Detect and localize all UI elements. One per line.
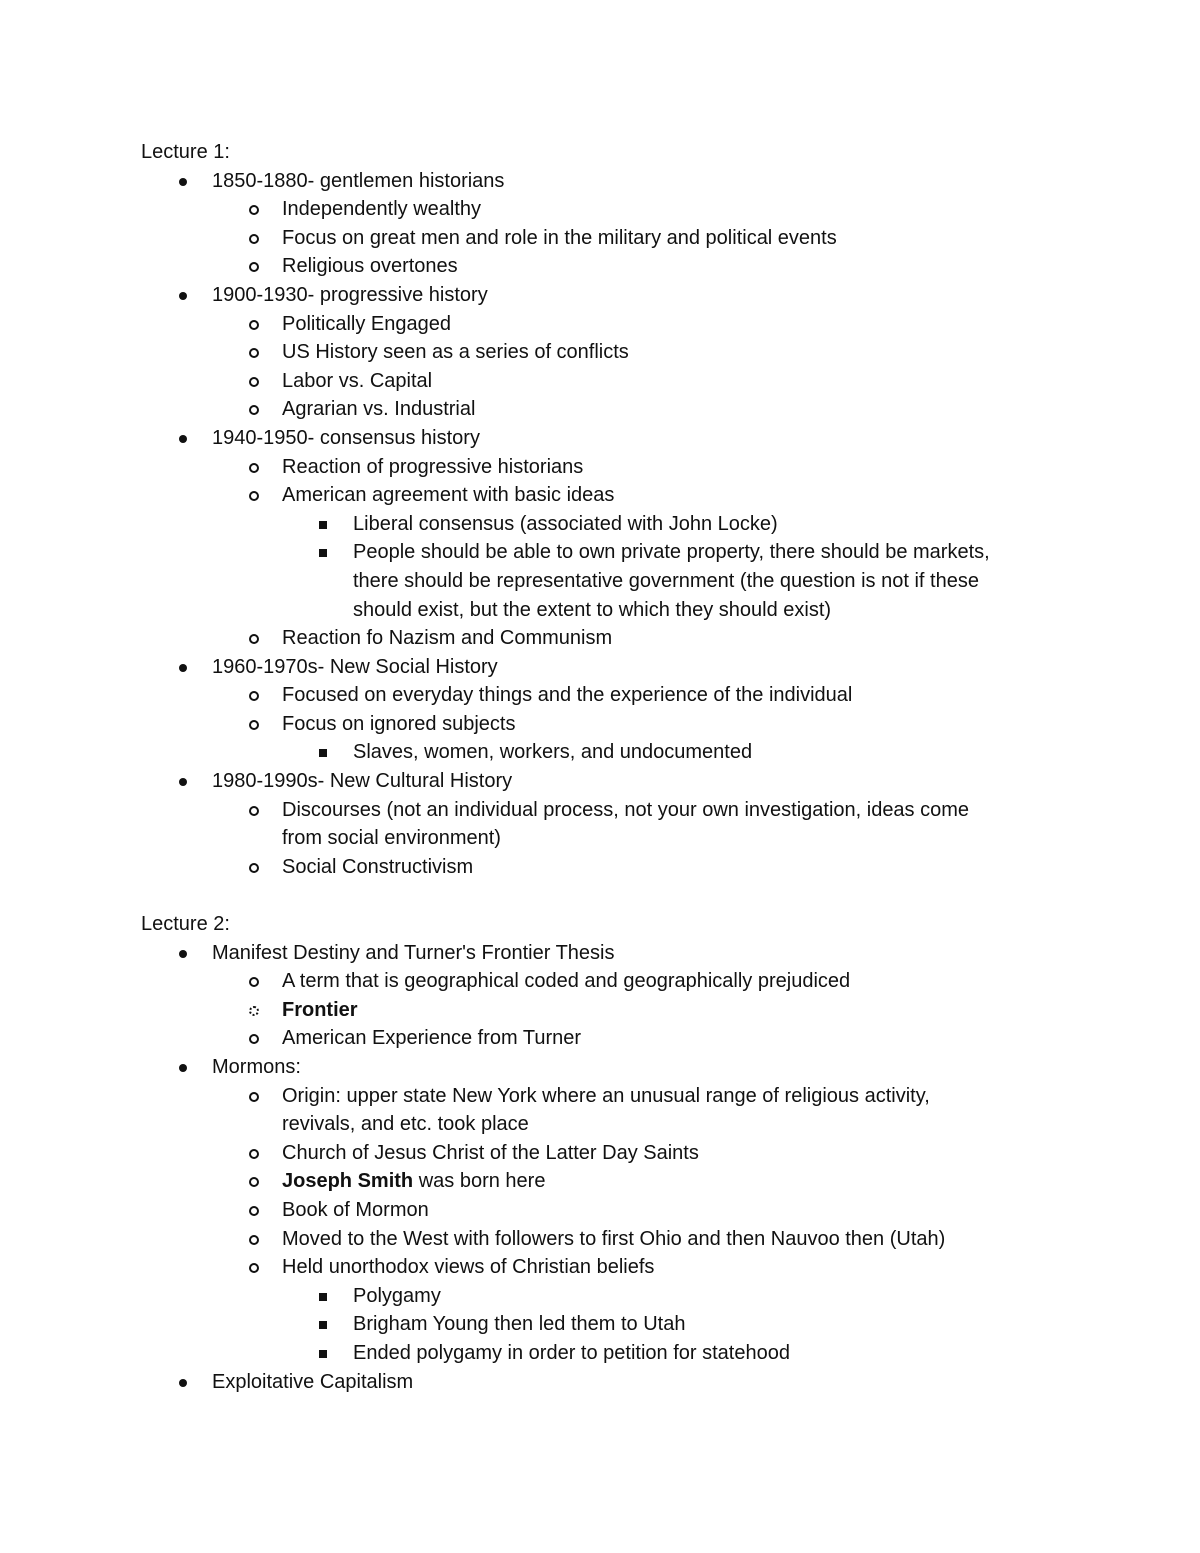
lecture-2-heading: Lecture 2:: [141, 913, 230, 936]
hollow-bullet-icon: [249, 1263, 259, 1273]
filled-bullet-icon: [179, 292, 187, 300]
sub-bullet-item: [0, 624, 1200, 653]
bullet-text: there should be representative government (the question is not if these: [353, 569, 979, 592]
bullet-text: Social Constructivism: [282, 855, 474, 878]
bullet-item: [0, 167, 1200, 196]
hollow-bullet-icon: [249, 863, 259, 873]
hollow-bullet-icon: [249, 1034, 259, 1044]
bullet-text: revivals, and etc. took place: [282, 1113, 529, 1136]
sub-sub-bullet-item: [0, 1339, 1200, 1368]
sub-sub-bullet-item: [0, 510, 1200, 539]
bullet-text: from social environment): [282, 827, 501, 850]
sub-bullet-item: [0, 481, 1200, 510]
bullet-text: was born here: [413, 1170, 546, 1193]
sub-sub-bullet-item: [0, 538, 1200, 567]
bullet-text: Reaction fo Nazism and Communism: [282, 627, 613, 650]
sub-bullet-item: [0, 224, 1200, 253]
square-bullet-icon: [319, 521, 327, 529]
hollow-bullet-icon: [249, 806, 259, 816]
bullet-continuation: [0, 1110, 1200, 1139]
sub-bullet-item: [0, 252, 1200, 281]
sub-bullet-item: [0, 310, 1200, 339]
hollow-bullet-icon: [249, 205, 259, 215]
hollow-bullet-icon: [249, 691, 259, 701]
bullet-text: Labor vs. Capital: [282, 369, 433, 392]
bullet-text: 1900-1930- progressive history: [212, 283, 488, 306]
square-bullet-icon: [319, 1293, 327, 1301]
sub-bullet-item: [0, 367, 1200, 396]
bullet-text: Origin: upper state New York where an unusual range of religious activity,: [282, 1084, 930, 1107]
sub-bullet-item: [0, 1024, 1200, 1053]
hollow-bullet-icon: [249, 634, 259, 644]
sub-bullet-item: [0, 853, 1200, 882]
sub-sub-bullet-item: [0, 1282, 1200, 1311]
hollow-bullet-icon: [249, 1149, 259, 1159]
hollow-bullet-icon: [249, 720, 259, 730]
filled-bullet-icon: [179, 1379, 187, 1387]
hollow-bullet-icon: [249, 491, 259, 501]
bold-bullet-text: Frontier: [282, 998, 358, 1021]
bullet-text: A term that is geographical coded and geographically prejudiced: [282, 970, 851, 993]
bullet-text: Reaction of progressive historians: [282, 455, 584, 478]
hollow-bullet-icon: [249, 1092, 259, 1102]
bullet-text: Independently wealthy: [282, 198, 482, 221]
bullet-text: 1850-1880- gentlemen historians: [212, 169, 505, 192]
hollow-bullet-icon: [249, 1206, 259, 1216]
hollow-bullet-icon: [249, 463, 259, 473]
bullet-text: Focused on everyday things and the experience of the individual: [282, 684, 853, 707]
bullet-text: US History seen as a series of conflicts: [282, 341, 629, 364]
sub-bullet-item: [0, 195, 1200, 224]
bullet-text: Discourses (not an individual process, not your own investigation, ideas come: [282, 798, 970, 821]
bullet-text: American Experience from Turner: [282, 1027, 582, 1050]
bullet-item: [0, 653, 1200, 682]
bullet-text: 1960-1970s- New Social History: [212, 655, 498, 678]
square-bullet-icon: [319, 1350, 327, 1358]
bullet-text: Focus on ignored subjects: [282, 712, 516, 735]
sub-bullet-item: [0, 681, 1200, 710]
bullet-text: Politically Engaged: [282, 312, 451, 335]
sub-bullet-item: [0, 710, 1200, 739]
dotted-bullet-icon: [249, 1006, 259, 1016]
bullet-text: 1940-1950- consensus history: [212, 426, 480, 449]
filled-bullet-icon: [179, 778, 187, 786]
filled-bullet-icon: [179, 950, 187, 958]
sub-sub-bullet-item: [0, 1310, 1200, 1339]
sub-sub-bullet-item: [0, 738, 1200, 767]
bullet-text: American agreement with basic ideas: [282, 484, 615, 507]
bold-bullet-text: Joseph Smith: [282, 1170, 414, 1193]
filled-bullet-icon: [179, 435, 187, 443]
sub-bullet-item: [0, 1253, 1200, 1282]
square-bullet-icon: [319, 749, 327, 757]
sub-bullet-item: [0, 338, 1200, 367]
lecture-1-heading: Lecture 1:: [141, 141, 230, 163]
sub-bullet-item: [0, 1139, 1200, 1168]
hollow-bullet-icon: [249, 234, 259, 244]
bullet-text: 1980-1990s- New Cultural History: [212, 770, 513, 793]
bullet-text: Agrarian vs. Industrial: [282, 398, 476, 421]
bullet-text: Mormons:: [212, 1056, 301, 1078]
sub-bullet-item: [0, 1082, 1200, 1111]
bullet-text: Manifest Destiny and Turner's Frontier Thesis: [212, 941, 615, 964]
document-page: [0, 138, 1200, 1396]
hollow-bullet-icon: [249, 1177, 259, 1187]
blank-line: [0, 881, 1200, 910]
bullet-item: [0, 1368, 1200, 1397]
square-bullet-icon: [319, 549, 327, 557]
hollow-bullet-icon: [249, 320, 259, 330]
sub-bullet-item: [0, 1225, 1200, 1254]
bullet-text: People should be able to own private property, there should be markets,: [353, 541, 990, 564]
sub-bullet-item: [0, 967, 1200, 996]
bullet-text: Exploitative Capitalism: [212, 1370, 414, 1393]
sub-bullet-item: [0, 453, 1200, 482]
filled-bullet-icon: [179, 1064, 187, 1072]
bullet-item: [0, 281, 1200, 310]
bullet-text: Polygamy: [353, 1284, 441, 1307]
sub-bullet-item: [0, 996, 1200, 1025]
bullet-continuation: [0, 596, 1200, 625]
bullet-text: Religious overtones: [282, 255, 458, 278]
bullet-item: [0, 939, 1200, 968]
bullet-text: Book of Mormon: [282, 1198, 429, 1221]
bullet-text: Church of Jesus Christ of the Latter Day Saints: [282, 1141, 699, 1164]
bullet-text: Liberal consensus (associated with John Locke): [353, 512, 778, 535]
bullet-text: Held unorthodox views of Christian beliefs: [282, 1256, 655, 1279]
sub-bullet-item: [0, 395, 1200, 424]
filled-bullet-icon: [179, 178, 187, 186]
hollow-bullet-icon: [249, 262, 259, 272]
bullet-item: [0, 767, 1200, 796]
bullet-text: Brigham Young then led them to Utah: [353, 1313, 686, 1336]
sub-bullet-item: [0, 1196, 1200, 1225]
hollow-bullet-icon: [249, 1235, 259, 1245]
filled-bullet-icon: [179, 664, 187, 672]
bullet-item: [0, 424, 1200, 453]
hollow-bullet-icon: [249, 405, 259, 415]
hollow-bullet-icon: [249, 348, 259, 358]
bullet-text: Focus on great men and role in the military and political events: [282, 226, 837, 249]
bullet-continuation: [0, 567, 1200, 596]
sub-bullet-item: [0, 796, 1200, 825]
hollow-bullet-icon: [249, 377, 259, 387]
bullet-text: should exist, but the extent to which they should exist): [353, 598, 832, 621]
bullet-text: Slaves, women, workers, and undocumented: [353, 741, 753, 764]
bullet-text: Ended polygamy in order to petition for statehood: [353, 1341, 790, 1364]
hollow-bullet-icon: [249, 977, 259, 987]
square-bullet-icon: [319, 1321, 327, 1329]
bullet-text: Moved to the West with followers to first Ohio and then Nauvoo then (Utah): [282, 1227, 946, 1250]
bullet-continuation: [0, 824, 1200, 853]
bullet-item: [0, 1053, 1200, 1082]
sub-bullet-item: [0, 1167, 1200, 1196]
